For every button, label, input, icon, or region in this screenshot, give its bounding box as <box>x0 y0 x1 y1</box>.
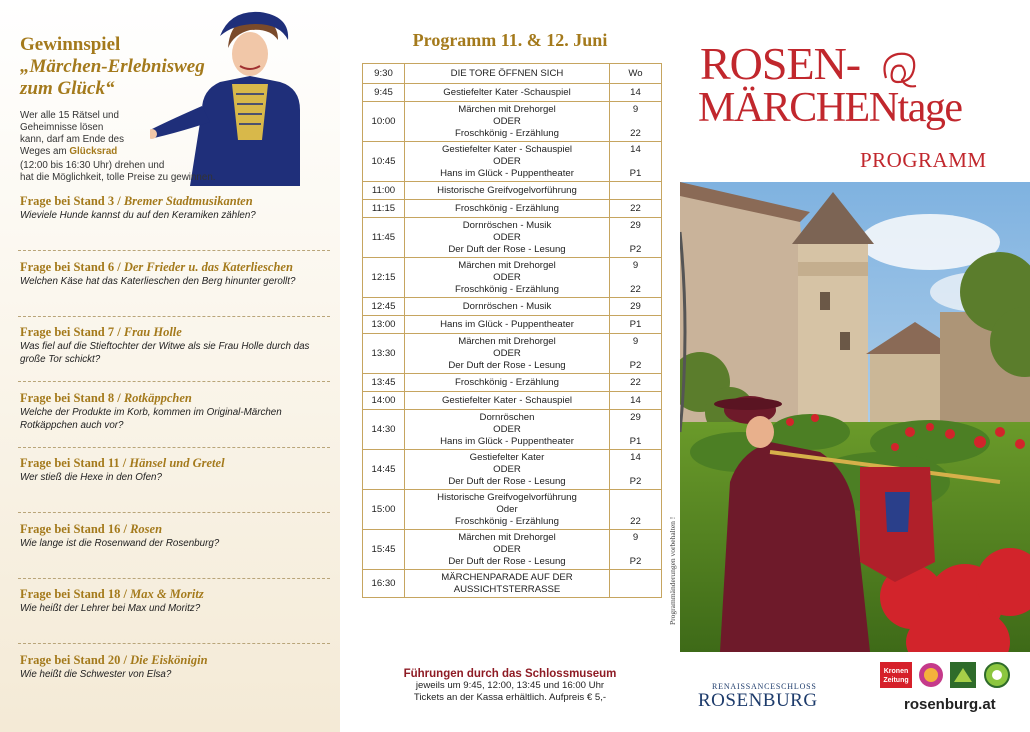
schedule-time: 9:45 <box>363 84 405 102</box>
event-line: Froschkönig - Erzählung <box>455 515 559 527</box>
event-line: Historische Greifvogelvorführung <box>437 491 577 503</box>
schedule-event <box>405 218 610 258</box>
schedule-event <box>405 298 610 316</box>
question-text: Wie heißt der Lehrer bei Max und Moritz? <box>20 603 201 614</box>
schedule-time: 15:45 <box>363 530 405 570</box>
svg-text:Kronen: Kronen <box>883 668 909 675</box>
location-value: P1 <box>629 167 642 179</box>
event-line: Der Duft der Rose - Lesung <box>448 359 566 371</box>
event-line: ODER <box>493 423 521 435</box>
schedule-event <box>405 374 610 392</box>
location-value: 14 <box>630 86 641 98</box>
schedule-row <box>363 490 662 530</box>
event-line: Historische Greifvogelvorführung <box>437 184 577 196</box>
schedule-row <box>363 392 662 410</box>
cover-panel <box>680 0 1030 732</box>
event-line: Gestiefelter Kater <box>469 451 545 463</box>
schedule-row <box>363 316 662 334</box>
sponsor-badge-icon <box>918 662 944 688</box>
schedule-row <box>363 530 662 570</box>
divider <box>18 250 330 251</box>
schedule-event <box>405 530 610 570</box>
question-heading <box>20 260 332 275</box>
schedule-event <box>405 316 610 334</box>
schedule-row <box>363 570 662 598</box>
event-line: ODER <box>493 463 521 475</box>
question-heading <box>20 456 332 471</box>
event-line: Dornröschen <box>479 411 535 423</box>
kronen-zeitung-logo <box>880 662 912 688</box>
schedule-time: 13:00 <box>363 316 405 334</box>
location-value: 29 <box>630 300 641 312</box>
gluecksrad-label: Glücksrad <box>69 146 118 157</box>
intro-text: Weges am <box>20 146 70 157</box>
question-station-name: Hänsel und Gretel <box>129 456 225 470</box>
question-stand: Frage bei Stand 8 / <box>20 390 124 405</box>
contest-intro <box>20 110 235 158</box>
changes-note <box>668 485 680 625</box>
intro-line: Wer alle 15 Rätsel und <box>20 110 119 121</box>
intro-line: kann, darf am Ende des <box>20 134 125 145</box>
footer-logos <box>680 652 1030 732</box>
location-value: 22 <box>630 202 641 214</box>
schedule-event <box>405 200 610 218</box>
schedule-row <box>363 450 662 490</box>
schedule-time: 11:15 <box>363 200 405 218</box>
schedule-location <box>610 570 662 598</box>
schedule-location <box>610 334 662 374</box>
event-line: ODER <box>493 271 521 283</box>
schedule-event <box>405 258 610 298</box>
schedule-row <box>363 84 662 102</box>
event-line: Hans im Glück - Puppentheater <box>440 435 574 447</box>
schedule-event <box>405 84 610 102</box>
contest-question <box>20 522 332 550</box>
event-line: Gestiefelter Kater - Schauspiel <box>441 394 573 406</box>
brand-line2: MÄRCHENtage <box>698 85 962 131</box>
schedule-row <box>363 102 662 142</box>
event-line: Dornröschen - Musik <box>462 300 552 312</box>
svg-text:Zeitung: Zeitung <box>883 677 909 684</box>
contest-question <box>20 653 332 681</box>
event-line: Märchen mit Drehorgel <box>458 259 556 271</box>
schedule-location <box>610 410 662 450</box>
contest-title-line1: Gewinnspiel <box>20 34 121 55</box>
logo-small-text: RENAISSANCESCHLOSS <box>712 682 817 691</box>
event-line: Hans im Glück - Puppentheater <box>440 318 574 330</box>
castle-garden-photo <box>680 182 1030 652</box>
schedule-event <box>405 182 610 200</box>
divider <box>18 512 330 513</box>
question-station-name: Frau Holle <box>123 325 182 339</box>
question-text: Wieviele Hunde kannst du auf den Keramiken zählen? <box>20 210 256 221</box>
question-text: Welche der Produkte im Korb, kommen im Original-Märchen Rotkäppchen auch vor? <box>20 406 282 431</box>
event-line: ODER <box>493 347 521 359</box>
schedule-location <box>610 200 662 218</box>
schedule-location <box>610 182 662 200</box>
sponsor-square-icon <box>950 662 976 688</box>
question-heading <box>20 587 332 602</box>
location-value: 9 <box>632 259 639 271</box>
schedule-row <box>363 298 662 316</box>
schedule-time: 13:45 <box>363 374 405 392</box>
contest-title-line3: zum Glück“ <box>20 78 115 99</box>
question-stand: Frage bei Stand 11 / <box>20 456 130 470</box>
schedule-location <box>610 374 662 392</box>
schedule-row <box>363 334 662 374</box>
schedule-location <box>610 84 662 102</box>
question-text: Was fiel auf die Stieftochter der Witwe als sie Frau Holle durch das große Tor schickt? <box>20 341 310 365</box>
brand-line3: PROGRAMM <box>860 148 987 172</box>
contest-intro-continued <box>20 160 320 184</box>
schedule-location <box>610 102 662 142</box>
schedule-time: 11:00 <box>363 182 405 200</box>
schedule-event <box>405 570 610 598</box>
schedule-row <box>363 410 662 450</box>
event-line: ODER <box>493 155 521 167</box>
location-value: P1 <box>629 435 642 447</box>
schedule-row <box>363 258 662 298</box>
schedule-time: 16:30 <box>363 570 405 598</box>
museum-tours <box>340 668 680 704</box>
divider <box>18 381 330 382</box>
event-line: Märchen mit Drehorgel <box>458 531 556 543</box>
event-line: Märchen mit Drehorgel <box>458 103 556 115</box>
schedule-table <box>362 63 662 598</box>
question-heading <box>20 325 332 340</box>
location-value: P2 <box>629 359 642 371</box>
event-line: Dornröschen - Musik <box>462 219 552 231</box>
event-line: Der Duft der Rose - Lesung <box>448 243 566 255</box>
tour-times: jeweils um 9:45, 12:00, 13:45 und 16:00 Uhr <box>415 680 605 691</box>
contest-question <box>20 325 332 366</box>
contest-question <box>20 194 332 222</box>
question-station-name: Rotkäppchen <box>123 390 192 405</box>
location-value: P2 <box>629 555 642 567</box>
event-line: ODER <box>493 115 521 127</box>
question-heading <box>20 391 332 406</box>
schedule-time: 12:15 <box>363 258 405 298</box>
contest-question <box>20 260 332 288</box>
schedule-event <box>405 334 610 374</box>
schedule-time: 12:45 <box>363 298 405 316</box>
divider <box>18 447 330 448</box>
intro-line: Geheimnisse lösen <box>20 122 104 133</box>
schedule-location <box>610 450 662 490</box>
contest-panel <box>0 0 340 732</box>
schedule-row <box>363 218 662 258</box>
intro-line: (12:00 bis 16:30 Uhr) drehen und <box>20 160 165 171</box>
header-time: 9:30 <box>363 64 405 84</box>
divider <box>18 643 330 644</box>
question-stand: Frage bei Stand 18 / <box>20 587 131 601</box>
schedule-row <box>363 142 662 182</box>
location-value: P1 <box>629 318 642 330</box>
schedule-location <box>610 258 662 298</box>
program-title: Programm 11. & 12. Juni <box>412 30 608 50</box>
event-line: Der Duft der Rose - Lesung <box>448 555 566 567</box>
intro-line <box>20 146 235 158</box>
event-line: Der Duft der Rose - Lesung <box>448 475 566 487</box>
location-value: 29 <box>630 219 641 231</box>
schedule-time: 10:45 <box>363 142 405 182</box>
question-station-name: Max & Moritz <box>130 587 204 601</box>
event-line: MÄRCHENPARADE AUF DER <box>441 571 573 583</box>
event-line: Froschkönig - Erzählung <box>455 127 559 139</box>
location-value: 22 <box>630 127 641 139</box>
tour-title: Führungen durch das Schlossmuseum <box>403 668 617 680</box>
schedule-event <box>405 392 610 410</box>
schedule-header-row <box>363 64 662 84</box>
event-line: Hans im Glück - Puppentheater <box>440 167 574 179</box>
question-stand: Frage bei Stand 3 / <box>20 194 124 208</box>
question-text: Wer stieß die Hexe in den Ofen? <box>20 472 162 483</box>
schedule-event <box>405 410 610 450</box>
tour-tickets: Tickets an der Kassa erhältlich. Aufpreis € 5,- <box>413 692 607 703</box>
location-value: 22 <box>630 376 641 388</box>
question-station-name: Bremer Stadtmusikanten <box>123 194 253 208</box>
schedule-location <box>610 298 662 316</box>
header-where: Wo <box>610 64 662 84</box>
schedule-location <box>610 218 662 258</box>
schedule-event <box>405 490 610 530</box>
event-line: Gestiefelter Kater -Schauspiel <box>443 86 571 98</box>
question-text: Wie heißt die Schwester von Elsa? <box>20 668 172 680</box>
schedule-event <box>405 450 610 490</box>
location-value: 14 <box>630 451 641 463</box>
contest-question <box>20 391 332 432</box>
contest-question <box>20 587 332 615</box>
schedule-location <box>610 316 662 334</box>
schedule-row <box>363 200 662 218</box>
location-value: 22 <box>630 283 641 295</box>
location-value: P2 <box>629 475 642 487</box>
question-stand: Frage bei Stand 7 / <box>20 325 124 339</box>
event-line: Froschkönig - Erzählung <box>455 376 559 388</box>
logo-big-text: ROSENBURG <box>698 690 818 711</box>
schedule-time: 10:00 <box>363 102 405 142</box>
question-heading <box>20 653 332 668</box>
schedule-time: 14:45 <box>363 450 405 490</box>
event-line: ODER <box>493 543 521 555</box>
divider <box>18 578 330 579</box>
contest-title-line2: „Märchen-Erlebnisweg <box>20 56 205 77</box>
schedule-location <box>610 490 662 530</box>
schedule-event <box>405 102 610 142</box>
schedule-time: 15:00 <box>363 490 405 530</box>
schedule-location <box>610 142 662 182</box>
intro-line: hat die Möglichkeit, tolle Preise zu gewinnen. <box>20 172 216 183</box>
question-text: Wie lange ist die Rosenwand der Rosenburg? <box>20 537 220 549</box>
question-station-name: Die Eiskönigin <box>130 652 208 667</box>
location-value: 9 <box>632 531 639 543</box>
location-value: 9 <box>632 335 639 347</box>
schedule-row <box>363 374 662 392</box>
event-line: ODER <box>493 231 521 243</box>
location-value: 14 <box>630 143 641 155</box>
event-line: Märchen mit Drehorgel <box>458 335 556 347</box>
event-line: AUSSICHTSTERRASSE <box>453 583 561 595</box>
question-text: Welchen Käse hat das Katerlieschen den Berg hinunter gerollt? <box>20 275 296 287</box>
schedule-row <box>363 182 662 200</box>
schedule-time: 14:30 <box>363 410 405 450</box>
event-line: Froschkönig - Erzählung <box>455 283 559 295</box>
location-value: 14 <box>630 394 641 406</box>
question-heading <box>20 194 332 209</box>
question-heading <box>20 522 332 537</box>
program-panel <box>340 0 680 732</box>
question-station-name: Rosen <box>130 521 163 536</box>
changes-note-text: Programmänderungen vorbehalten ! <box>668 516 677 625</box>
question-stand: Frage bei Stand 16 / <box>20 521 131 536</box>
location-value: P2 <box>629 243 642 255</box>
event-line: Gestiefelter Kater - Schauspiel <box>441 143 573 155</box>
schedule-location <box>610 392 662 410</box>
schedule-time: 14:00 <box>363 392 405 410</box>
location-value: 9 <box>632 103 639 115</box>
contest-question <box>20 456 332 484</box>
location-value: 22 <box>630 515 641 527</box>
divider <box>18 316 330 317</box>
event-line: Oder <box>496 503 518 515</box>
schedule-time: 11:45 <box>363 218 405 258</box>
question-station-name: Der Frieder u. das Katerlieschen <box>123 259 293 274</box>
schedule-location <box>610 530 662 570</box>
question-stand: Frage bei Stand 6 / <box>20 259 124 274</box>
website-url[interactable]: rosenburg.at <box>904 696 996 713</box>
sponsor-round-icon <box>984 662 1010 688</box>
location-value: 29 <box>630 411 641 423</box>
event-line: Froschkönig - Erzählung <box>455 202 559 214</box>
brand-line1: ROSEN- <box>700 38 861 89</box>
schedule-event <box>405 142 610 182</box>
schedule-time: 13:30 <box>363 334 405 374</box>
header-event: DIE TORE ÖFFNEN SICH <box>405 64 610 84</box>
question-stand: Frage bei Stand 20 / <box>20 652 131 667</box>
